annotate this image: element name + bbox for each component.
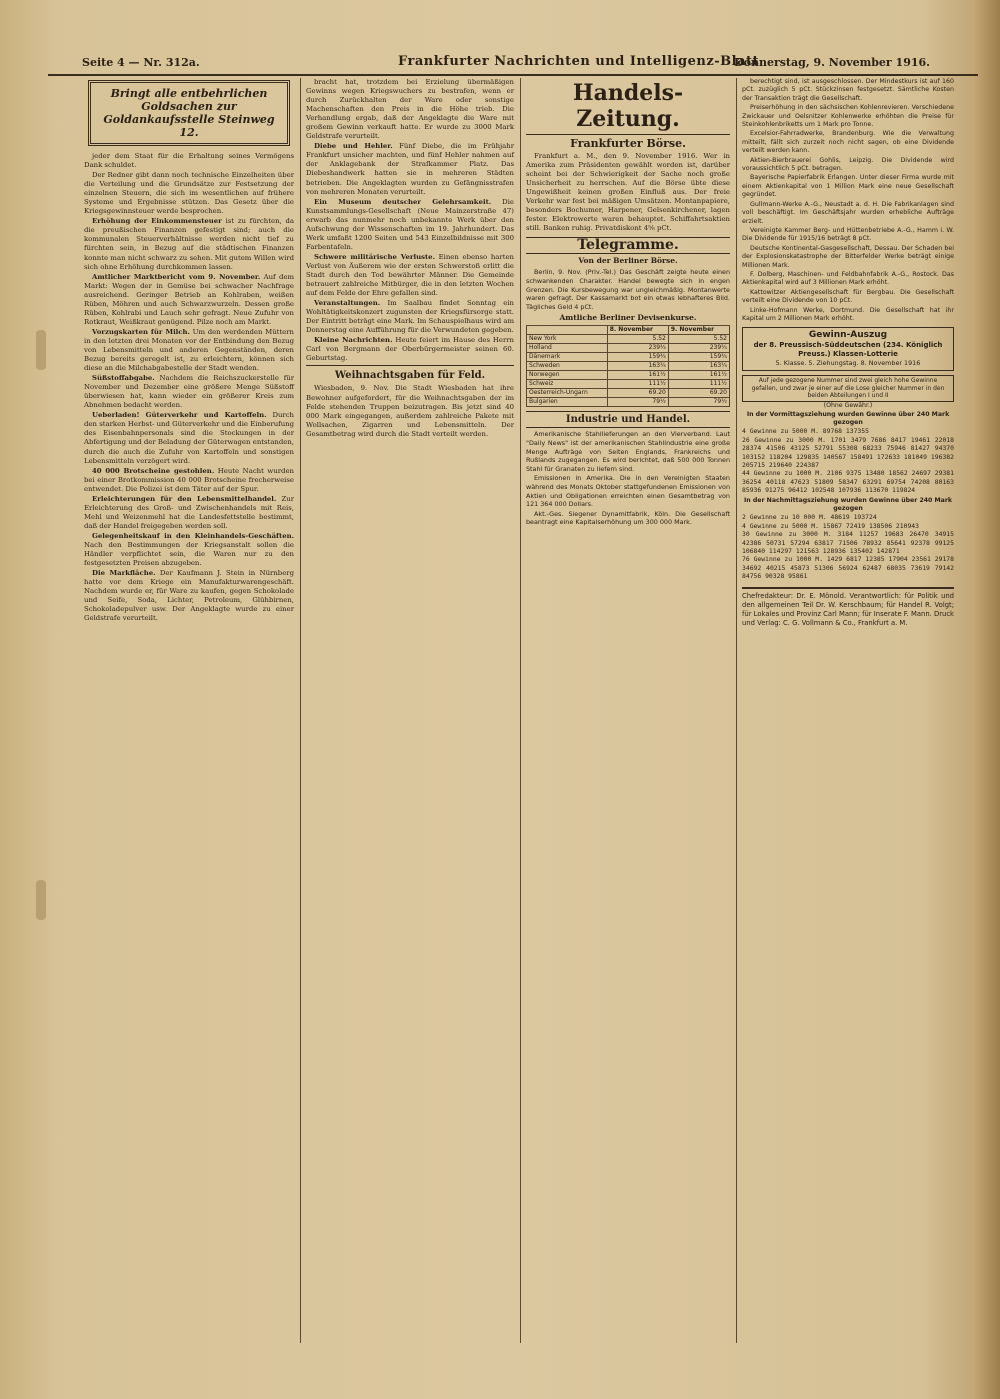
currency-cell: Norwegen xyxy=(527,371,608,380)
currency-cell: Schweiz xyxy=(527,380,608,389)
paragraph: Gelegenheitskauf in den Kleinhandels-Geschäften. Nach den Bestimmungen der Kriegsanstalt sollen die Händler verpflichtet sein, die Waren nur zu den festgesetzten Preisen abzugeben. xyxy=(84,531,294,568)
table-row xyxy=(527,398,730,407)
rate-cell: 79½ xyxy=(668,398,729,407)
paragraph: berechtigt sind, ist ausgeschlossen. Der Mindestkurs ist auf 160 pCt. zuzüglich 5 pCt. Stückzinsen festgesetzt. Sämtliche Kosten der Transaktion trägt die Gesellschaft. xyxy=(742,78,954,102)
column-2 xyxy=(306,78,514,1343)
lottery-numbers: 4 Gewinne zu 5000 M. 89768 137355 26 Gewinne zu 3000 M. 1701 3479 7686 8417 19461 22018 28374 41506 43125 52791 55308 68233 75946 81427 94370 103152 118204 129835 140567 158491 172633 181049 196382 205715 219640 224387 44 Gewinne zu 1000 M. 2106 9375 13480 18562 24697 29381 36254 40118 47623 51809 58347 63291 69754 74208 80163 85936 91275 96412 102548 107936 113670 119824 xyxy=(742,427,954,495)
section-heading: Industrie und Handel. xyxy=(526,411,730,428)
paragraph: Erleichterungen für den Lebensmittelhandel. Zur Erleichterung des Groß- und Zwischenhandels mit Reis, Mehl und Weizenmehl hat die Landesfettstelle bestimmt, daß der Handel freigegeben werden soll. xyxy=(84,494,294,530)
handels-zeitung-title: Handels-Zeitung. xyxy=(526,80,730,135)
paragraph: Gullmann-Werke A.-G., Neustadt a. d. H. Die Fabrikanlagen sind voll beschäftigt. Im Geschäftsjahr wurden erhebliche Aufträge erzielt. xyxy=(742,200,954,225)
currency-cell: Holland xyxy=(527,344,608,353)
column-3 xyxy=(526,78,730,1343)
rate-cell: 163¼ xyxy=(668,362,729,371)
rate-cell: 239¾ xyxy=(668,344,729,353)
rate-cell: 79½ xyxy=(607,398,668,407)
paragraph: Ein Museum deutscher Gelehrsamkeit. Die Kunstsammlungs-Gesellschaft (Neue Mainzerstraße 47) erwarb das nunmehr noch unbekannte Werk über den Aufschwung der Wissenschaften im 19. Jahrhundert. Das Werk umfaßt 1200 Seiten und 543 Einzelbildnisse mit 300 Farbentafeln. xyxy=(306,197,514,251)
paragraph: bracht hat, trotzdem bei Erzielung übermäßigen Gewinns wegen Kriegswuchers zu bestrafen, wenn er durch Zurückhalten der Ware oder sonstige Machenschaften den Preis in die Höhe trieb. Die Verhandlung ergab, daß der Angeklagte die Ware mit großem Gewinn verkauft hatte. Er wurde zu 3000 Mark Geldstrafe verurteilt. xyxy=(306,78,514,141)
article-heading: Kleine Nachrichten. xyxy=(314,336,393,345)
column-rule xyxy=(520,78,521,1343)
paragraph: Wiesbaden, 9. Nov. Die Stadt Wiesbaden hat ihre Bewohner aufgefordert, für die Weihnachtsgaben der im Felde stehenden Truppen beizutragen. Bis jetzt sind 40 000 Mark eingegangen, außerdem zahlreiche Pakete mit Wollsachen, Zigarren und Lebensmitteln. Der Gesamtbetrag wird durch die Stadt verteilt werden. xyxy=(306,384,514,438)
table-title: Amtliche Berliner Devisenkurse. xyxy=(559,313,697,323)
rate-cell: 161½ xyxy=(607,371,668,380)
paragraph: Die Markfläche. Der Kaufmann J. Stein in Nürnberg hatte vor dem Kriege ein Manufakturwarengeschäft. Nachdem wurde er, für Ware zu kaufen, gegen Schokolade und Seife, Soda, Lichter, Petroleum, Glühbirnen, Schokoladepulver usw. Der Angeklagte wurde zu einer Geldstrafe verurteilt. xyxy=(84,569,294,623)
lottery-title: Gewinn-Auszug xyxy=(808,330,888,341)
header-page-number: Seite 4 — Nr. 312a. xyxy=(82,56,200,69)
paragraph: 40 000 Brotscheine gestohlen. Heute Nacht wurden bei einer Brotkommission 40 000 Brotscheine frecherweise entwendet. Die Polizei ist dem Täter auf der Spur. xyxy=(84,466,294,493)
paragraph: Ueberladen! Güterverkehr und Kartoffeln. Durch den starken Herbst- und Güterverkehr und die Einberufung des Eisenbahnpersonals sind die Stockungen in der Abfertigung und der Beladung der Güterwagen entstanden, durch die auch die Zufuhr von Kartoffeln und sonstigen Lebensmitteln verzögert wird. xyxy=(84,411,294,465)
paragraph: Veranstaltungen. Im Saalbau findet Sonntag ein Wohltätigkeitskonzert zugunsten der Kriegsfürsorge statt. Der Eintritt beträgt eine Mark. Im Schauspielhaus wird am Donnerstag eine Aufführung für die Verwundeten gegeben. xyxy=(306,299,514,335)
rate-cell: 159¾ xyxy=(607,353,668,362)
article-heading: 40 000 Brotscheine gestohlen. xyxy=(92,466,215,475)
lottery-disclaimer: (Ohne Gewähr.) xyxy=(823,402,873,410)
rate-cell: 111½ xyxy=(607,380,668,389)
table-row xyxy=(527,389,730,398)
rate-cell: 5.52 xyxy=(607,335,668,344)
article-heading: Erhöhung der Einkommensteuer xyxy=(92,217,222,226)
rate-cell: 69.20 xyxy=(607,389,668,398)
paragraph: Excelsior-Fahrradwerke, Brandenburg. Wie die Verwaltung mitteilt, fällt sich zurzeit noch nicht sagen, ob eine Dividende verteilt werden kann. xyxy=(742,130,954,155)
paragraph: Diebe und Hehler. Fünf Diebe, die im Frühjahr Frankfurt unsicher machten, und fünf Hehler nahmen auf der Anklagebank der Strafkammer Platz. Das Diebeshandwerk hatten sie in mehreren Städten betrieben. Die Angeklagten wurden zu Gefängnisstrafen von mehreren Monaten verurteilt. xyxy=(306,142,514,196)
currency-cell: Schweden xyxy=(527,362,608,371)
article-heading: Amtlicher Marktbericht vom 9. November. xyxy=(92,272,261,281)
header-paper-title: Frankfurter Nachrichten und Intelligenz-Blatt xyxy=(398,54,759,69)
paragraph: Erhöhung der Einkommensteuer ist zu fürchten, da die preußischen Finanzen gefestigt sind; auch die kommunalen Steuerverhältnisse werden nicht tief zu fürchten sein, in Bezug auf die städtischen Finanzen konnte man nicht schwarz zu sehen. Mit gutem Willen wird sich ohne Erhöhung durchkommen lassen. xyxy=(84,217,294,271)
table-row xyxy=(527,353,730,362)
rate-cell: 159¾ xyxy=(668,353,729,362)
paragraph: Emissionen in Amerika. Die in den Vereinigten Staaten während des Monats Oktober stattgefundenen Emissionen von Aktien und Obligationen erreichten einen Gesamtbetrag von 121 364 000 Dollars. xyxy=(526,474,730,509)
rate-cell: 161½ xyxy=(668,371,729,380)
paragraph: Vereinigte Kammer Berg- und Hüttenbetriebe A.-G., Hamm i. W. Die Dividende für 1915/16 beträgt 8 pCt. xyxy=(742,226,954,243)
lottery-box xyxy=(742,327,954,370)
paragraph: Akt.-Ges. Siegener Dynamitfabrik, Köln. Die Gesellschaft beantragt eine Kapitalserhöhung um 300 000 Mark. xyxy=(526,509,730,527)
article-heading: Die Markfläche. xyxy=(92,569,156,578)
paragraph: Kleine Nachrichten. Heute feiert im Hause des Herrn Carl von Bergmann der Oberbürgermeister seinen 60. Geburtstag. xyxy=(306,336,514,363)
column-4 xyxy=(742,78,954,1343)
binding-mark xyxy=(36,880,46,920)
currency-cell: Oesterreich-Ungarn xyxy=(527,389,608,398)
lottery-note: Auf jede gezogene Nummer sind zwei gleich hohe Gewinne gefallen, und zwar je einer auf die Lose gleicher Nummer in den beiden Abteilungen I und II xyxy=(742,375,954,402)
lottery-numbers: 2 Gewinne zu 10 000 M. 48619 193724 4 Gewinne zu 5000 M. 15867 72419 138506 210943 30 Gewinne zu 3000 M. 3184 11257 19683 26470 34915 42386 50731 57294 63817 71506 78932 85641 92378 99125 106840 114297 121563 128936 135402 142871 76 Gewinne zu 1000 M. 1429 6817 12385 17904 23561 29178 34692 40215 45873 51306 56924 62487 68035 73619 79142 84756 90328 95861 xyxy=(742,513,954,581)
section-heading: Telegramme. xyxy=(526,237,730,254)
article-heading: Ein Museum deutscher Gelehrsamkeit. xyxy=(314,197,492,206)
section-heading: Weihnachtsgaben für Feld. xyxy=(306,365,514,382)
article-heading: Ueberladen! Güterverkehr und Kartoffeln. xyxy=(92,411,267,420)
rate-cell: 69.20 xyxy=(668,389,729,398)
table-header-row: 8. November 9. November xyxy=(527,326,730,335)
binding-mark xyxy=(36,330,46,370)
paragraph: Vorzugskarten für Milch. Um den werdenden Müttern in den letzten drei Monaten vor der Entbindung den Bezug von Lebensmitteln und anderen Gegenständen, deren Bezug bereits geregelt ist, zu erleichtern, können sich diese an die Milchabgabestelle der Stadt wenden. xyxy=(84,327,294,373)
page-edge xyxy=(972,0,1000,1399)
exchange-rate-table xyxy=(526,325,730,407)
column-rule xyxy=(736,78,737,1343)
lottery-heading: In der Vormittagsziehung wurden Gewinne über 240 Mark gezogen xyxy=(746,410,950,426)
paragraph: Amerikanische Stahllieferungen an den Vierverband. Laut "Daily News" ist der amerikanischen Stahlindustrie eine große Menge Aufträge von Seiten Englands, Frankreichs und Rußlands zugegangen. Es wird berichtet, daß 500 000 Tonnen Stahl für Granaten zu liefern sind. xyxy=(526,430,730,473)
section-subheading: Von der Berliner Börse. xyxy=(578,256,678,266)
paragraph: F. Dolberg, Maschinen- und Feldbahnfabrik A.-G., Rostock. Das Aktienkapital wird auf 3 Millionen Mark erhöht. xyxy=(742,270,954,287)
table-row xyxy=(527,344,730,353)
article-heading: Erleichterungen für den Lebensmittelhandel. xyxy=(92,494,277,503)
imprint: Chefredakteur: Dr. E. Mönold. Verantwortlich: für Politik und den allgemeinen Teil Dr. W. Kerschbaum; für Handel R. Volgt; für Lokales und Provinz Carl Mann; für Inserate F. Mann. Druck und Verlag: C. G. Vollmann & Co., Frankfurt a. M. xyxy=(742,587,954,628)
rate-cell: 111½ xyxy=(668,380,729,389)
rate-cell: 163¼ xyxy=(607,362,668,371)
article-heading: Gelegenheitskauf in den Kleinhandels-Geschäften. xyxy=(92,531,294,540)
column-rule xyxy=(300,78,301,1343)
article-heading: Diebe und Hehler. xyxy=(314,142,393,151)
lottery-heading: In der Nachmittagsziehung wurden Gewinne über 240 Mark gezogen xyxy=(743,496,953,513)
currency-cell: Bulgarien xyxy=(527,398,608,407)
paragraph: Linke-Hofmann Werke, Dortmund. Die Gesellschaft hat ihr Kapital um 2 Millionen Mark erhöht. xyxy=(742,306,954,322)
table-row xyxy=(527,335,730,344)
lottery-subtitle: der 8. Preussisch-Süddeutschen (234. Königlich Preuss.) Klassen-Lotterie xyxy=(753,341,943,359)
article-heading: Schwere militärische Verluste. xyxy=(314,252,435,261)
gold-advertisement: Bringt alle entbehrlichen Goldsachen zur Goldankaufsstelle Steinweg 12. xyxy=(88,80,290,146)
section-heading: Frankfurter Börse. xyxy=(570,137,686,150)
paragraph: Schwere militärische Verluste. Einen ebenso harten Verlust von Äußerem wie der ersten Schwerstoß erlitt die Stadt durch den Tod bewährter Männer. Die Gemeinde betrauert zahlreiche Mitbürger, die in den letzten Wochen auf dem Felde der Ehre gefallen sind. xyxy=(306,252,514,298)
paragraph: Preiserhöhung in den sächsischen Kohlenrevieren. Verschiedene Zwickauer und Oelsnitzer Kohlenwerke erhöhten die Preise für Steinkohlenbriketts um 1 Mark pro Tonne. xyxy=(742,104,954,129)
paragraph: Süßstoffabgabe. Nachdem die Reichszuckerstelle für November und Dezember eine größere Menge Süßstoff überwiesen hat, kann wieder ein größerer Kreis zum Abnehmen bedacht werden. xyxy=(84,374,294,410)
currency-cell: New York xyxy=(527,335,608,344)
page-header xyxy=(48,52,978,76)
paragraph: Kattowitzer Aktiengesellschaft für Bergbau. Die Gesellschaft verteilt eine Dividende von 10 pCt. xyxy=(742,288,954,305)
article-heading: Vorzugskarten für Milch. xyxy=(92,327,190,336)
table-row xyxy=(527,380,730,389)
column-1 xyxy=(84,78,294,1343)
paragraph: Amtlicher Marktbericht vom 9. November. Auf dem Markt: Wegen der in Gemüse bei schwacher Nachfrage ausreichend. Geringer Betrieb an Kohlraben, weißen Rüben, Möhren und auch Schwarzwurzeln. Dessen große Rüben, Kohlrabi und Lauch sehr gefragt. Neue Zufuhr von Rotkraut, Weißkraut genügend. Pilze noch am Markt. xyxy=(84,272,294,326)
paragraph: Der Redner gibt dann noch technische Einzelheiten über die Verteilung und die Grundsätze zur Festsetzung der einzelnen Steuern, die sich im wesentlichen auf frühere Systeme und Ergebnisse stützen. Das Gesetz über die Kriegsgewinnsteuer werde besprochen. xyxy=(84,171,294,216)
table-row xyxy=(527,362,730,371)
header-date: Donnerstag, 9. November 1916. xyxy=(734,56,930,69)
lottery-info: 5. Klasse. 5. Ziehungstag. 8. November 1916 xyxy=(775,359,921,368)
paragraph: Aktien-Bierbrauerei Gohlis, Leipzig. Die Dividende wird voraussichtlich 5 pCt. betragen. xyxy=(742,156,954,173)
currency-cell: Dänemark xyxy=(527,353,608,362)
paragraph: Berlin, 9. Nov. (Priv.-Tel.) Das Geschäft zeigte heute einen schwankenden Charakter. Handel bewegte sich in engen Grenzen. Die Kursbewegung war ungleichmäßig. Montanwerte waren gefragt. Der Kassamarkt bot ein etwas lebhafteres Bild. Tägliches Geld 4 pCt. xyxy=(526,268,730,311)
rate-cell: 239¾ xyxy=(607,344,668,353)
article-heading: Süßstoffabgabe. xyxy=(92,374,155,383)
article-heading: Veranstaltungen. xyxy=(314,299,381,308)
paragraph: Frankfurt a. M., den 9. November 1916. Wer in Amerika zum Präsidenten gewählt worden ist, darüber scheint bei der Schwierigkeit der Sache noch große Unsicherheit zu herrschen. Auf die Börse übte diese Ungewißheit keinen großen Einfluß aus. Der freie Verkehr war fest bei mäßigen Umsätzen. Montanpapiere, besonders Bochumer, Harpener, Gelsenkirchener, lagen fester. Elektrowerte waren behauptet. Schiffahrtsaktien still. Banken ruhig. Privatdiskont 4⅝ pCt. xyxy=(526,152,730,233)
paragraph: Bayerische Papierfabrik Erlangen. Unter dieser Firma wurde mit einem Aktienkapital von 1 Million Mark eine neue Gesellschaft gegründet. xyxy=(742,174,954,199)
paragraph: Deutsche Kontinental-Gasgesellschaft, Dessau. Der Schaden bei der Explosionskatastrophe der Bitterfelder Werke beträgt einige Millionen Mark. xyxy=(742,244,954,269)
paragraph: jeder dem Staat für die Erhaltung seines Vermögens Dank schuldet. xyxy=(84,152,294,170)
table-row xyxy=(527,371,730,380)
rate-cell: 5.52 xyxy=(668,335,729,344)
